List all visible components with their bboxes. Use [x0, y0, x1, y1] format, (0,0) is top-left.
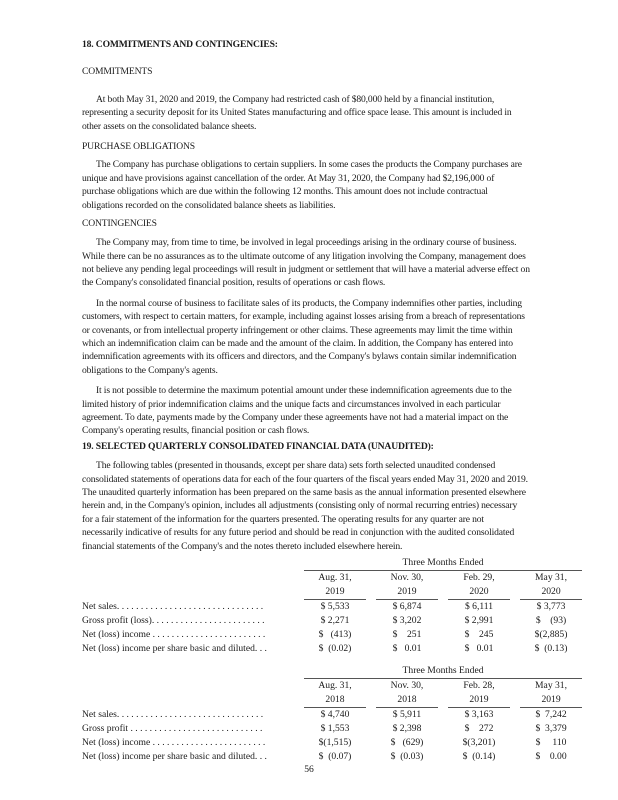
cell-value: $ 5,533: [320, 600, 350, 612]
cell-value: $ 245: [464, 628, 494, 640]
column-header: Aug. 31,: [318, 571, 352, 583]
column-header: 2019: [520, 693, 582, 708]
cell-value: $ 272: [464, 722, 494, 734]
cell-value: $ 3,773: [536, 600, 566, 612]
cell-value: $ (0.02): [318, 642, 352, 654]
group-header: Three Months Ended: [304, 556, 582, 571]
cell-value: $ 2,398: [392, 722, 422, 734]
cell-value: $ 2,991: [464, 614, 494, 626]
cell-value: $ 7,242: [535, 708, 567, 720]
cell-value: $ 3,202: [392, 614, 422, 626]
commitments-title: COMMITMENTS: [82, 66, 153, 78]
table-row: [82, 707, 582, 722]
text-line: consolidated statements of operations data for each of the four quarters of the fiscal years ended May 31, 2020 and 2019.: [82, 473, 528, 485]
cell-value: $ (0.07): [318, 750, 352, 762]
cell-value: $ 0.00: [535, 750, 567, 762]
group-header: Three Months Ended: [304, 664, 582, 679]
column-header: Feb. 28,: [463, 679, 495, 691]
text-line: It is not possible to determine the maximum potential amount under these indemnification agreements due to the: [96, 385, 512, 397]
row-label: Gross profit . . . . . . . . . . . . . . . . . . . . . . . . . . . .: [82, 722, 263, 734]
cell-value: $ 251: [392, 628, 422, 640]
column-header: 2019: [448, 693, 510, 708]
text-line: other assets on the consolidated balance sheets.: [82, 120, 257, 132]
row-label: Net (loss) income per share basic and diluted. . .: [82, 642, 267, 654]
column-header: 2018: [376, 693, 438, 708]
contingencies-paragraph-3: [82, 384, 582, 438]
table-row: [82, 722, 582, 736]
column-header: May 31,: [535, 571, 568, 583]
text-line: financial statements of the Company's and the notes thereto included elsewhere herein.: [82, 540, 403, 552]
cell-value: $ 110: [535, 736, 567, 748]
column-header: Nov. 30,: [390, 571, 424, 583]
text-line: purchase obligations which are due within the following 12 months. This amount does not include contractual: [82, 186, 488, 198]
column-header: Feb. 29,: [463, 571, 495, 583]
row-label: Net (loss) income per share basic and diluted. . .: [82, 750, 267, 762]
text-line: limited history of prior indemnification claims and the unique facts and circumstances involved in each particular: [82, 398, 501, 410]
table-row: [82, 736, 582, 750]
text-line: or covenants, or from intellectual property infringement or other claims. These agreements may limit the time within: [82, 324, 513, 336]
cell-value: $ (0.13): [534, 642, 568, 654]
text-line: customers, with respect to certain matters, for example, including against losses arising from a breach of representations: [82, 311, 525, 323]
section-18-heading: 18. COMMITMENTS AND CONTINGENCIES:: [82, 39, 278, 50]
text-line: indemnification agreements with its officers and directors, and the Company's bylaws contain similar indemnification: [82, 351, 517, 363]
page-number: 56: [304, 764, 314, 775]
column-header: 2018: [304, 693, 366, 708]
contingencies-title: CONTINGENCIES: [82, 217, 157, 229]
column-header: 2020: [448, 585, 510, 600]
text-line: which an indemnification claim can be made and the amount of the claim. In addition, the Company has entered into: [82, 338, 513, 350]
purchase-obligations-title: PURCHASE OBLIGATIONS: [82, 140, 195, 152]
cell-value: $ 5,911: [392, 708, 422, 720]
cell-value: $ 4,740: [320, 708, 350, 720]
cell-value: $ (629): [390, 736, 424, 748]
text-line: herein and, in the Company's opinion, includes all adjustments (consisting only of normal recurring entries) necessary: [82, 500, 518, 512]
text-line: The following tables (presented in thousands, except per share data) sets forth selected unaudited condensed: [96, 460, 496, 472]
table-row: [82, 614, 582, 628]
cell-value: $ 6,111: [464, 600, 494, 612]
column-header: 2020: [520, 585, 582, 600]
section-19-heading: 19. SELECTED QUARTERLY CONSOLIDATED FINANCIAL DATA (UNAUDITED):: [82, 440, 434, 452]
cell-value: $ 1,553: [320, 722, 350, 734]
cell-value: $(3,201): [462, 736, 496, 748]
text-line: At both May 31, 2020 and 2019, the Company had restricted cash of $80,000 held by a financial institution,: [96, 93, 495, 105]
text-line: unique and have provisions against cancellation of the order. At May 31, 2020, the Company had $2,196,000 of: [82, 172, 495, 184]
table-row: [82, 642, 582, 656]
table-row: [82, 599, 582, 614]
text-line: representing a security deposit for its United States manufacturing and office space lease. This amount is included in: [82, 107, 512, 119]
quarterly-table-fy2019: [82, 664, 582, 764]
text-line: The Company may, from time to time, be involved in legal proceedings arising in the ordinary course of business.: [96, 237, 517, 249]
section-19-intro: [82, 459, 582, 553]
row-label: Net (loss) income . . . . . . . . . . . . . . . . . . . . . . . .: [82, 628, 266, 640]
text-line: obligations to the Company's agents.: [82, 364, 218, 376]
text-line: Company's operating results, financial position or cash flows.: [82, 425, 310, 437]
contingencies-paragraph-1: [82, 236, 582, 290]
commitments-paragraph: [82, 93, 582, 133]
row-label: Net sales. . . . . . . . . . . . . . . . . . . . . . . . . . . . . . .: [82, 708, 264, 720]
column-header: 2019: [304, 585, 366, 600]
cell-value: $ 3,163: [464, 708, 494, 720]
column-header: Aug. 31,: [318, 679, 352, 691]
quarterly-table-fy2020: [82, 556, 582, 656]
text-line: agreement. To date, payments made by the Company under these agreements have not had a material impact on the: [82, 411, 509, 423]
cell-value: $ 2,271: [320, 614, 350, 626]
text-line: The unaudited quarterly information has been prepared on the same basis as the annual information presented elsewhere: [82, 486, 526, 498]
column-header: Nov. 30,: [390, 679, 424, 691]
cell-value: $ (93): [535, 614, 567, 626]
cell-value: $ (0.03): [390, 750, 424, 762]
cell-value: $ 0.01: [392, 642, 422, 654]
row-label: Net sales. . . . . . . . . . . . . . . . . . . . . . . . . . . . . . .: [82, 600, 264, 612]
text-line: not believe any pending legal proceedings will result in judgment or settlement that will have a material adverse effect on: [82, 264, 530, 276]
table-row: [82, 750, 582, 764]
text-line: necessarily indicative of results for any future period and should be read in conjunction with the audited consolidated: [82, 527, 515, 539]
column-header: 2019: [376, 585, 438, 600]
text-line: the Company's consolidated financial position, results of operations or cash flows.: [82, 277, 386, 289]
cell-value: $(2,885): [534, 628, 568, 640]
contingencies-paragraph-2: [82, 297, 582, 377]
cell-value: $(1,515): [318, 736, 352, 748]
cell-value: $ (413): [318, 628, 352, 640]
purchase-obligations-paragraph: [82, 158, 582, 212]
text-line: for a fair statement of the information for the quarters presented. The operating results for any quarter are not: [82, 513, 484, 525]
column-header: May 31,: [535, 679, 568, 691]
page-body: [82, 38, 582, 764]
table-row: [82, 628, 582, 642]
cell-value: $ 6,874: [392, 600, 422, 612]
text-line: obligations recorded on the consolidated balance sheets as liabilities.: [82, 199, 336, 211]
cell-value: $ (0.14): [462, 750, 496, 762]
row-label: Net (loss) income . . . . . . . . . . . . . . . . . . . . . . . .: [82, 736, 266, 748]
text-line: In the normal course of business to facilitate sales of its products, the Company indemnifies other parties, including: [96, 297, 522, 309]
row-label: Gross profit (loss). . . . . . . . . . . . . . . . . . . . . . . .: [82, 614, 265, 626]
cell-value: $ 0.01: [464, 642, 494, 654]
cell-value: $ 3,379: [535, 722, 567, 734]
text-line: While there can be no assurances as to the ultimate outcome of any litigation involving the Company, management does: [82, 250, 526, 262]
text-line: The Company has purchase obligations to certain suppliers. In some cases the products the Company purchases are: [96, 159, 522, 171]
